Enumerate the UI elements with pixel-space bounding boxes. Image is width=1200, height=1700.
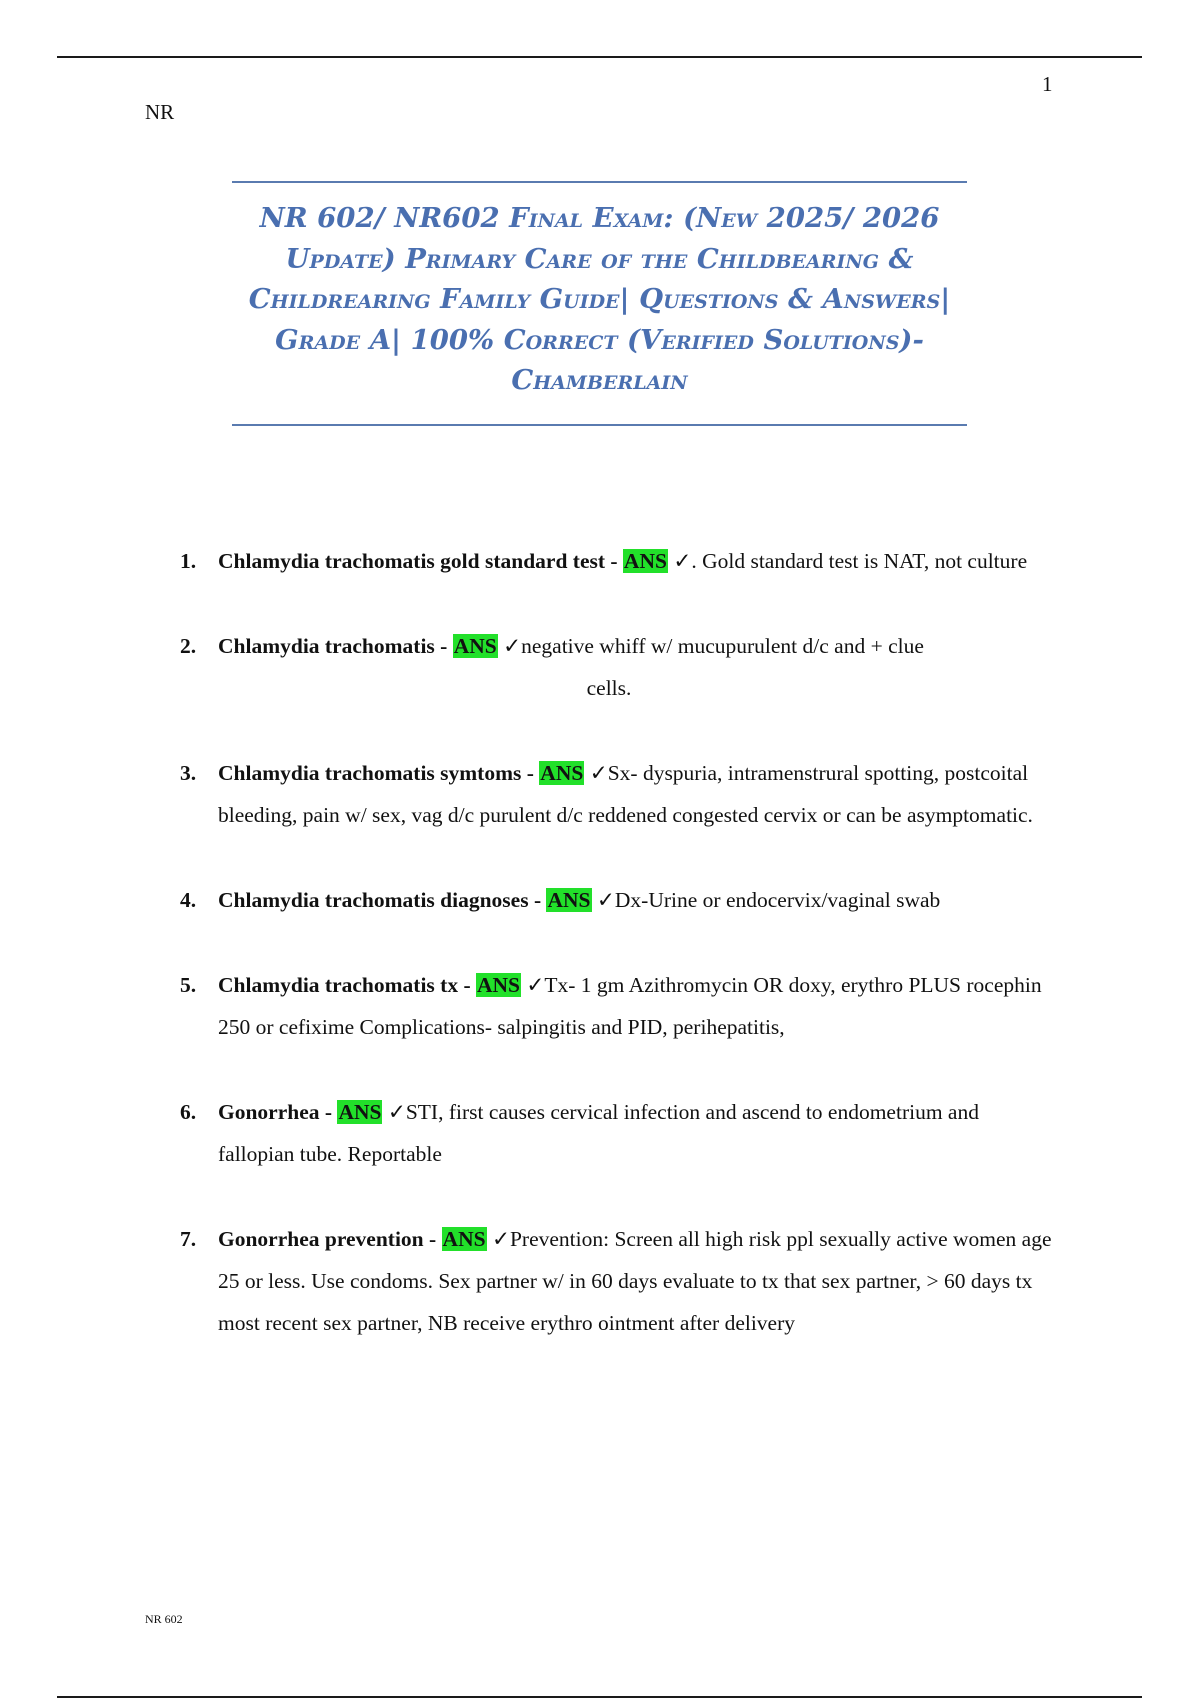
ans-badge: ANS xyxy=(547,888,591,912)
question-text: Chlamydia trachomatis - xyxy=(218,634,453,658)
top-rule xyxy=(57,56,1142,58)
answer-text: ✓negative whiff w/ mucupurulent d/c and + clue xyxy=(497,634,924,658)
bottom-rule xyxy=(57,1696,1142,1698)
question-text: Chlamydia trachomatis tx - xyxy=(218,973,476,997)
question-item xyxy=(180,1091,1060,1175)
question-item xyxy=(180,625,1060,709)
question-item xyxy=(180,879,1060,921)
question-number: 1. xyxy=(180,549,197,573)
title-line: Chamberlain xyxy=(511,364,688,396)
question-list xyxy=(180,540,1060,1387)
question-number: 5. xyxy=(180,973,197,997)
answer-text: ✓Prevention: Screen all high risk ppl sexually active women age 25 or less. Use condoms. Sex partner w/ in 60 days evaluate to tx that sex partner, > 60 days tx most recent sex partner, NB receive erythro ointment after delivery xyxy=(218,1227,1052,1335)
page-number: 1 xyxy=(1042,72,1053,96)
question-item xyxy=(180,1218,1060,1344)
document-title xyxy=(232,198,967,401)
question-item xyxy=(180,540,1060,582)
question-text: Chlamydia trachomatis symtoms - xyxy=(218,761,540,785)
answer-text-continued: cells. xyxy=(586,676,632,700)
question-number: 4. xyxy=(180,888,197,912)
title-line: Grade A| 100% Correct (Verified Solutions)- xyxy=(275,323,924,356)
answer-text: ✓Dx-Urine or endocervix/vaginal swab xyxy=(591,888,941,912)
question-item xyxy=(180,752,1060,836)
running-footer: NR 602 xyxy=(145,1612,183,1626)
answer-text: ✓Tx- 1 gm Azithromycin OR doxy, erythro PLUS rocephin 250 or cefixime Complications- salpingitis and PID, perihepatitis, xyxy=(218,973,1042,1039)
question-text: Gonorrhea prevention - xyxy=(218,1227,442,1251)
question-item xyxy=(180,964,1060,1048)
answer-text: ✓STI, first causes cervical infection and ascend to endometrium and fallopian tube. Reportable xyxy=(218,1100,979,1166)
ans-badge: ANS xyxy=(453,634,497,658)
title-line: Childrearing Family Guide| Questions & Answers| xyxy=(248,283,951,315)
title-rule-lower xyxy=(232,424,967,426)
question-text: Chlamydia trachomatis diagnoses - xyxy=(218,888,547,912)
question-number: 2. xyxy=(180,634,197,658)
answer-text: ✓. Gold standard test is NAT, not culture xyxy=(667,549,1028,573)
ans-badge: ANS xyxy=(476,973,520,997)
ans-badge: ANS xyxy=(442,1227,486,1251)
answer-text: ✓Sx- dyspuria, intramenstrural spotting, postcoital bleeding, pain w/ sex, vag d/c purulent d/c reddened congested cervix or can be asymptomatic. xyxy=(218,761,1033,827)
ans-badge: ANS xyxy=(338,1100,382,1124)
question-text: Gonorrhea - xyxy=(218,1100,338,1124)
ans-badge: ANS xyxy=(540,761,584,785)
question-number: 7. xyxy=(180,1227,197,1251)
question-number: 3. xyxy=(180,761,197,785)
question-number: 6. xyxy=(180,1100,197,1124)
running-header: NR xyxy=(145,100,175,124)
ans-badge: ANS xyxy=(623,549,667,573)
title-line: Update) Primary Care of the Childbearing & xyxy=(285,242,914,275)
question-text: Chlamydia trachomatis gold standard test - xyxy=(218,549,623,573)
title-rule-upper xyxy=(232,181,967,183)
title-line: NR 602/ NR602 Final Exam: (New 2025/ 2026 xyxy=(259,202,940,234)
